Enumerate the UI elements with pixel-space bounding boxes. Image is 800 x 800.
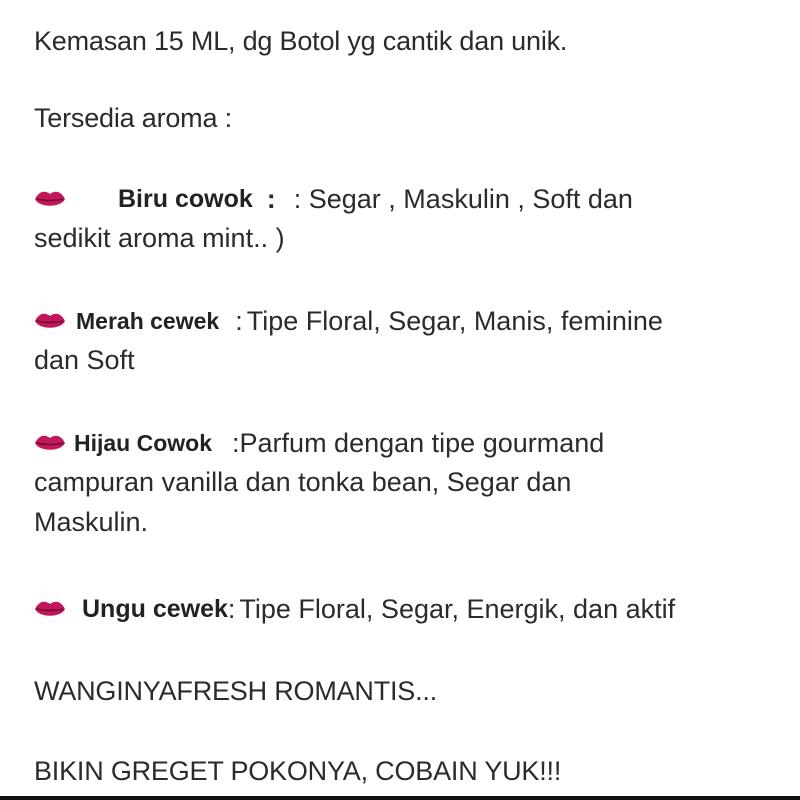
variant-description: Tipe Floral, Segar, Energik, dan aktif [239,594,676,624]
intro-text: Kemasan 15 ML, dg Botol yg cantik dan unik. [34,26,568,56]
variant-description-cont: sedikit aroma mint.. ) [34,223,285,253]
variant-description-cont: Maskulin. [34,507,149,537]
variant-separator: : [235,306,243,336]
variant-name: Biru cowok [118,185,253,213]
variant-description-cont: campuran vanilla dan tonka bean, Segar dan [34,467,572,497]
variant-name: Ungu cewek [82,595,228,623]
variant-ungu-cewek [34,590,774,628]
bottom-divider [0,796,800,800]
call-to-action: BIKIN GREGET POKONYA, COBAIN YUK!!! [34,756,562,786]
lips-icon [34,310,66,332]
variant-separator: : [232,428,240,458]
variant-description-cont: dan Soft [34,345,135,375]
variant-hijau-cowok [34,424,774,542]
variant-description: : Segar , Maskulin , Soft dan [293,184,633,214]
lips-icon [34,432,66,454]
variant-merah-cewek [34,302,774,380]
variant-biru-cowok [34,180,774,258]
tagline: WANGINYAFRESH ROMANTIS... [34,676,438,706]
variant-description: Tipe Floral, Segar, Manis, feminine [246,306,663,336]
variant-name: Merah cewek [76,308,220,334]
lips-icon [34,188,66,210]
variant-separator: : [227,594,236,624]
lips-icon [34,598,66,620]
variant-separator: : [266,184,276,214]
aroma-heading: Tersedia aroma : [34,103,232,133]
variant-description: Parfum dengan tipe gourmand [239,428,605,458]
variant-name: Hijau Cowok [74,430,213,456]
